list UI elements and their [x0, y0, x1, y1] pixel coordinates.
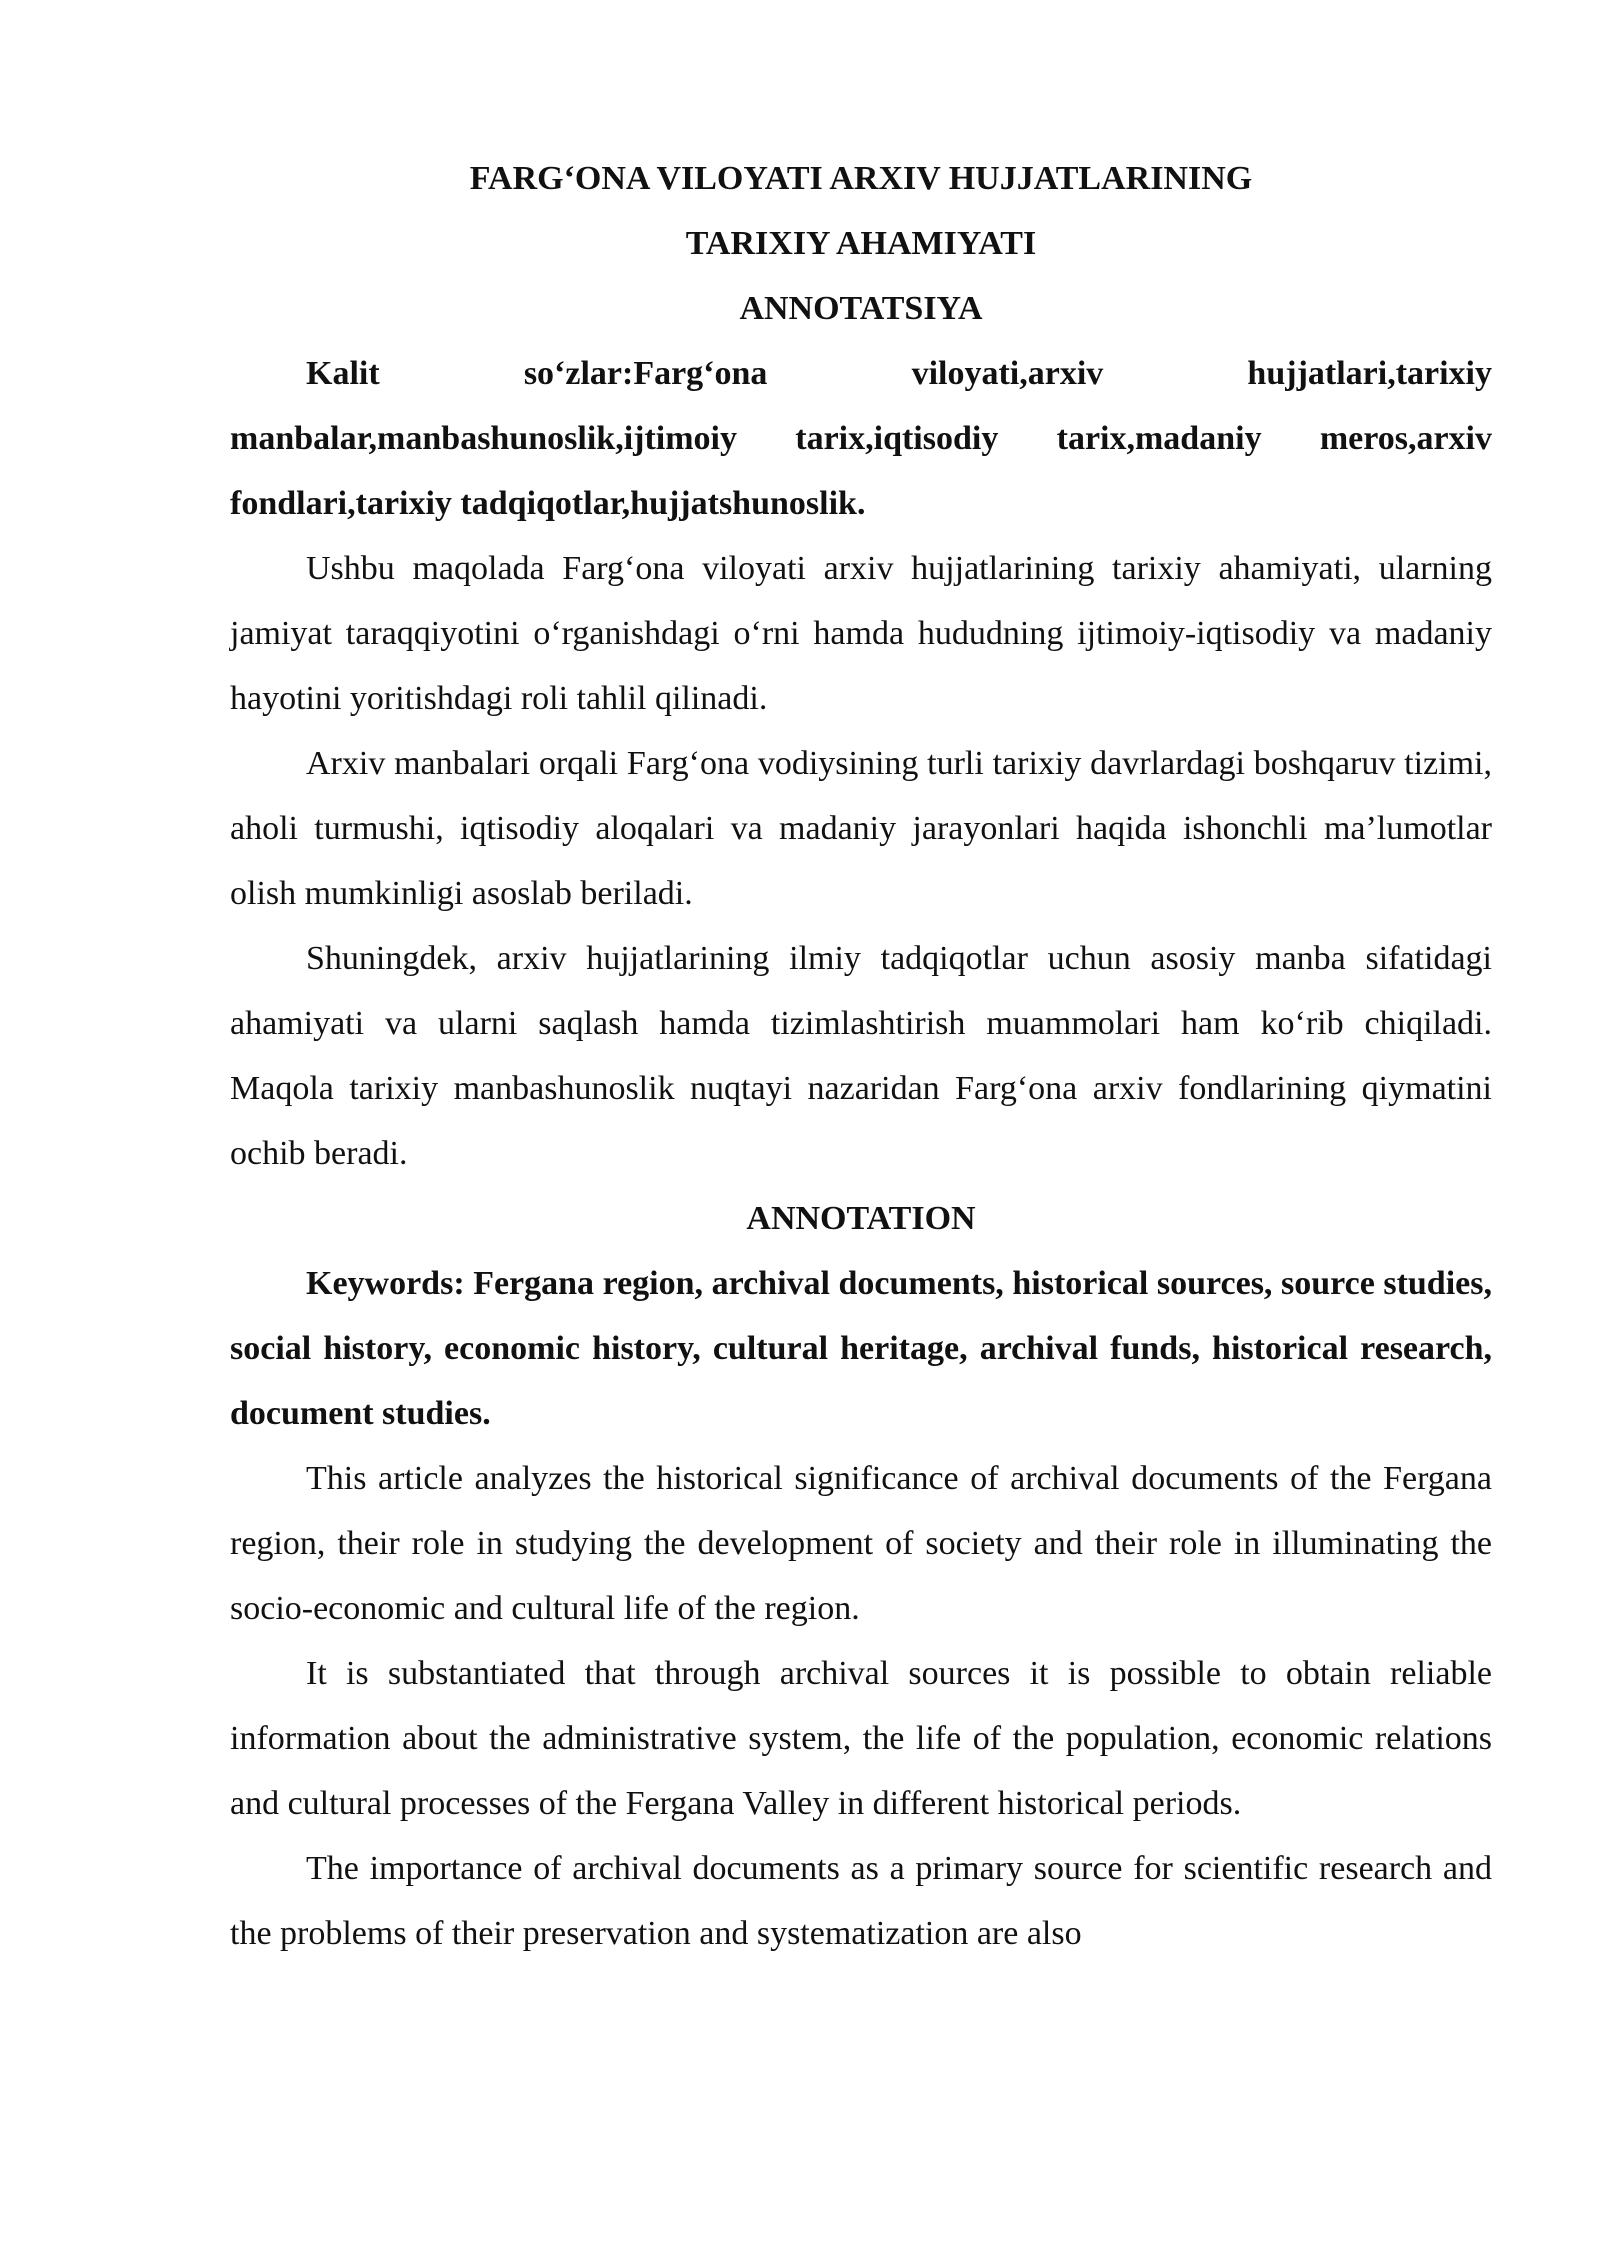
uz-keywords: Kalit so‘zlar:Farg‘ona viloyati,arxiv hujjatlari,tarixiy manbalar,manbashunoslik,ijtimoiy tarix,iqtisodiy tarix,madaniy meros,arxiv fondlari,tarixiy tadqiqotlar,hujjatshunoslik.	[230, 355, 1492, 522]
annotatsiya-heading: ANNOTATSIYA	[739, 290, 983, 327]
annotation-heading: ANNOTATION	[746, 1200, 976, 1237]
uz-paragraph-2: Arxiv manbalari orqali Farg‘ona vodiysining turli tarixiy davrlardagi boshqaruv tizimi, aholi turmushi, iqtisodiy aloqalari va madaniy jarayonlari haqida ishonchli ma’lumotlar olish mumkinligi asoslab beriladi.	[230, 745, 1492, 912]
en-paragraph-1: This article analyzes the historical significance of archival documents of the Fergana region, their role in studying the development of society and their role in illuminating the socio-economic and cultural life of the region.	[230, 1460, 1492, 1627]
en-paragraph-2: It is substantiated that through archival sources it is possible to obtain reliable information about the administrative system, the life of the population, economic relations and cultural processes of the Fergana Valley in different historical periods.	[230, 1655, 1492, 1822]
en-keywords: Keywords: Fergana region, archival documents, historical sources, source studies, social history, economic history, cultural heritage, archival funds, historical research, document studies.	[230, 1265, 1492, 1432]
uz-paragraph-3: Shuningdek, arxiv hujjatlarining ilmiy tadqiqotlar uchun asosiy manba sifatidagi ahamiyati va ularni saqlash hamda tizimlashtirish muammolari ham ko‘rib chiqiladi. Maqola tarixiy manbashunoslik nuqtayi nazaridan Farg‘ona arxiv fondlarining qiymatini ochib beradi.	[230, 940, 1492, 1172]
document-page	[230, 146, 1492, 1966]
en-paragraph-3: The importance of archival documents as a primary source for scientific research and the problems of their preservation and systematization are also	[230, 1850, 1492, 1952]
uz-paragraph-1: Ushbu maqolada Farg‘ona viloyati arxiv hujjatlarining tarixiy ahamiyati, ularning jamiyat taraqqiyotini o‘rganishdagi o‘rni hamda hududning ijtimoiy-iqtisodiy va madaniy hayotini yoritishdagi roli tahlil qilinadi.	[230, 550, 1492, 717]
document-title-line-1: FARG‘ONA VILOYATI ARXIV HUJJATLARINING	[469, 160, 1253, 197]
document-title-line-2: TARIXIY AHAMIYATI	[685, 225, 1037, 262]
